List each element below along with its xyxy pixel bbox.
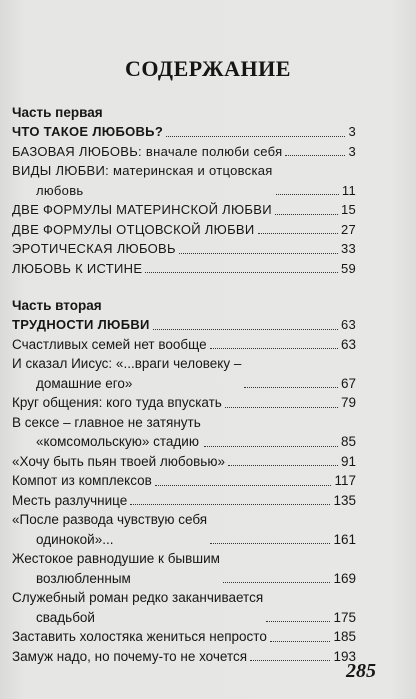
toc-entry-page: 135 bbox=[333, 492, 356, 508]
toc-entry bbox=[12, 315, 356, 335]
toc-entry-title: Замуж надо, но почему-то не хочется bbox=[12, 648, 248, 664]
toc-entry-page: 3 bbox=[348, 143, 356, 159]
page-number: 285 bbox=[346, 660, 376, 682]
toc-entry-line: свадьбой bbox=[36, 609, 95, 625]
toc-entry-title: ЭРОТИЧЕСКАЯ ЛЮБОВЬ bbox=[12, 241, 176, 256]
leader-dots bbox=[275, 214, 338, 215]
toc-entry-title: Круг общения: кого туда впускать bbox=[12, 395, 222, 410]
toc-entry bbox=[12, 142, 356, 162]
leader-dots bbox=[204, 446, 338, 447]
leader-dots bbox=[155, 485, 332, 486]
toc-entry-title: Счастливых семей нет вообще bbox=[12, 336, 207, 352]
toc-entry-line: Служебный роман редко заканчивается bbox=[12, 590, 264, 605]
leader-dots bbox=[228, 465, 338, 466]
leader-dots bbox=[225, 407, 338, 408]
toc-entry-title: БАЗОВАЯ ЛЮБОВЬ: вначале полюби себя bbox=[12, 143, 283, 159]
toc-entry-title: Компот из комплексов bbox=[12, 473, 152, 488]
leader-dots bbox=[153, 329, 338, 330]
toc-entry bbox=[12, 588, 356, 627]
leader-dots bbox=[166, 136, 345, 137]
leader-dots bbox=[250, 660, 330, 661]
toc-entry-line: В сексе – главное не затянуть bbox=[12, 414, 201, 430]
toc-entry-title bbox=[12, 510, 207, 549]
toc-entry-title: Заставить холостяка жениться непросто bbox=[12, 629, 267, 644]
toc-entry-page: 33 bbox=[340, 241, 356, 256]
toc-entry-page: 161 bbox=[333, 531, 356, 547]
toc-entry-page: 11 bbox=[341, 182, 356, 198]
toc-entry-title: Месть разлучнице bbox=[12, 492, 128, 508]
toc-entry bbox=[12, 647, 356, 667]
toc-entry-page: 175 bbox=[333, 609, 356, 625]
leader-dots bbox=[266, 621, 330, 622]
toc-entry-title: ЧТО ТАКОЕ ЛЮБОВЬ? bbox=[12, 124, 164, 139]
toc-entry bbox=[12, 335, 356, 355]
toc-entry-title: ТРУДНОСТИ ЛЮБВИ bbox=[12, 317, 150, 332]
toc-entry-line: ВИДЫ ЛЮБВИ: материнская и отцовская bbox=[12, 163, 273, 178]
leader-dots bbox=[210, 543, 330, 544]
toc-entry bbox=[12, 413, 356, 452]
leader-dots bbox=[210, 348, 338, 349]
toc-entry-title bbox=[12, 588, 263, 627]
toc-entry-page: 15 bbox=[340, 202, 356, 217]
toc-entry bbox=[12, 510, 356, 549]
toc-entry bbox=[12, 452, 356, 472]
toc-entry-page: 85 bbox=[340, 434, 356, 449]
toc-entry-page: 117 bbox=[334, 473, 356, 488]
leader-dots bbox=[270, 641, 331, 642]
toc-entry-page: 193 bbox=[333, 648, 356, 664]
toc-entry-line: «комсомольскую» стадию bbox=[36, 434, 199, 449]
toc-entry-page: 67 bbox=[340, 375, 356, 391]
toc-entry bbox=[12, 471, 356, 491]
leader-dots bbox=[244, 387, 338, 388]
toc-entry-line: «После развода чувствую себя bbox=[12, 512, 208, 527]
toc-entry bbox=[12, 161, 356, 200]
toc-entry-line: любовь bbox=[36, 182, 84, 198]
toc-entry-line: Жестокое равнодушие к бывшим bbox=[12, 551, 220, 566]
toc-entry-page: 63 bbox=[340, 317, 356, 332]
toc-entry bbox=[12, 200, 356, 220]
toc-entry bbox=[12, 220, 356, 240]
toc-entry bbox=[12, 122, 356, 142]
toc-entry bbox=[12, 549, 356, 588]
toc-entry bbox=[12, 259, 356, 279]
leader-dots bbox=[258, 233, 338, 234]
toc-entry bbox=[12, 239, 356, 259]
toc-entry-page: 91 bbox=[340, 453, 356, 469]
toc-entry bbox=[12, 354, 356, 393]
toc-entry-title bbox=[12, 549, 220, 588]
toc-entry-page: 169 bbox=[333, 570, 356, 586]
toc-entry-page: 27 bbox=[340, 221, 356, 237]
toc-entry-title: ДВЕ ФОРМУЛЫ МАТЕРИНСКОЙ ЛЮБВИ bbox=[12, 202, 272, 217]
table-of-contents bbox=[12, 103, 356, 666]
toc-entry-title bbox=[12, 413, 201, 452]
toc-entry-line: И сказал Иисус: «...враги человеку – bbox=[12, 356, 242, 371]
leader-dots bbox=[130, 504, 330, 505]
toc-entry bbox=[12, 393, 356, 413]
toc-entry-title: «Хочу быть пьян твоей любовью» bbox=[12, 453, 225, 469]
toc-entry-line: одинокой»... bbox=[36, 531, 114, 547]
part-heading: Часть вторая bbox=[12, 298, 102, 313]
toc-entry-title bbox=[12, 161, 273, 200]
leader-dots bbox=[145, 272, 338, 273]
toc-entry-title bbox=[12, 354, 241, 393]
toc-entry-page: 59 bbox=[340, 260, 356, 276]
toc-entry bbox=[12, 627, 356, 647]
toc-entry-page: 79 bbox=[340, 395, 356, 410]
leader-dots bbox=[179, 253, 338, 254]
toc-entry-title: ДВЕ ФОРМУЛЫ ОТЦОВСКОЙ ЛЮБВИ bbox=[12, 221, 255, 237]
toc-entry-line: возлюбленным bbox=[36, 570, 131, 586]
toc-entry-line: домашние его» bbox=[36, 375, 133, 391]
toc-entry-page: 3 bbox=[348, 124, 356, 139]
leader-dots bbox=[276, 194, 339, 195]
toc-entry-page: 63 bbox=[340, 336, 356, 352]
page-title: СОДЕРЖАНИЕ bbox=[125, 56, 291, 81]
toc-entry-page: 185 bbox=[333, 629, 356, 644]
toc-entry-title: ЛЮБОВЬ К ИСТИНЕ bbox=[12, 260, 143, 276]
leader-dots bbox=[223, 582, 331, 583]
toc-entry bbox=[12, 491, 356, 511]
part-heading: Часть первая bbox=[12, 105, 103, 120]
leader-dots bbox=[285, 155, 345, 156]
